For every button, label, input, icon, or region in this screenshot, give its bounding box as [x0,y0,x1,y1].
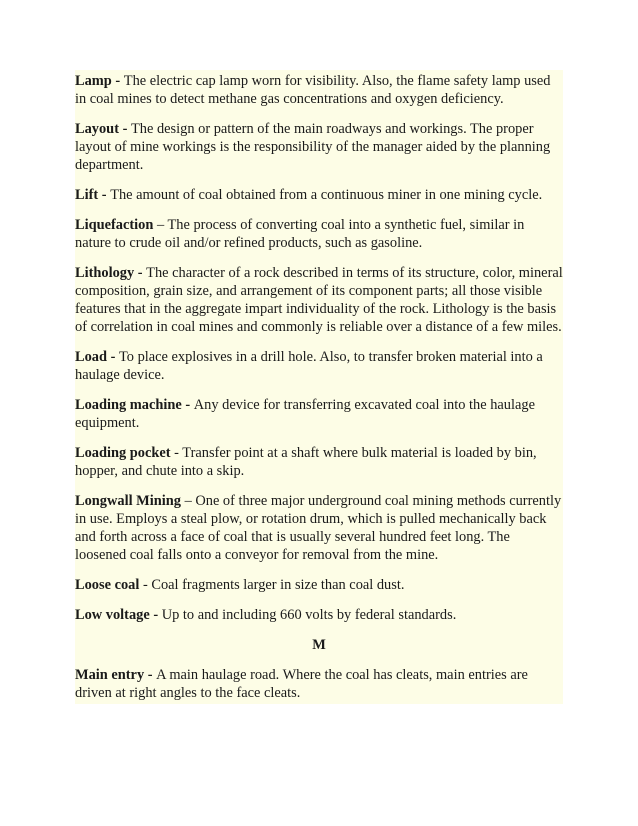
glossary-entry-main-entry [75,666,563,702]
term-separator: - [170,445,183,461]
term-separator: – [153,217,168,233]
glossary-term: Lamp [75,73,112,89]
glossary-definition: The process of converting coal into a synthetic fuel, similar in nature to crude oil and/or refined products, such as gasoline. [75,217,525,251]
glossary-term: Lift [75,187,99,203]
glossary-entry-lamp [75,72,563,108]
glossary-definition: The character of a rock described in terms of its structure, color, mineral composition, grain size, and arrangement of its component parts; all those visible features that in the aggregate impart individuality of the rock. Lithology is the basis of correlation in coal mines and commonly is reliable over a distance of a few miles. [75,265,563,335]
glossary-definition: Transfer point at a shaft where bulk material is loaded by bin, hopper, and chute into a skip. [75,445,537,479]
term-separator: - [139,577,152,593]
glossary-term: Layout [75,121,119,137]
glossary-definition: Any device for transferring excavated coal into the haulage equipment. [75,397,535,431]
glossary-entry-loose-coal [75,576,563,594]
glossary-entry-loading-pocket [75,444,563,480]
glossary-definition: The amount of coal obtained from a continuous miner in one mining cycle. [110,187,543,203]
glossary-definition: The electric cap lamp worn for visibility. Also, the flame safety lamp used in coal mines to detect methane gas concentrations and oxygen deficiency. [75,73,551,107]
glossary-entry-lithology [75,264,563,336]
glossary-entry-lift [75,186,563,204]
glossary-entry-longwall-mining [75,492,563,564]
glossary-term: Loading pocket [75,445,171,461]
section-letter-heading: M [312,637,326,653]
glossary-definition: Up to and including 660 volts by federal standards. [161,607,457,623]
glossary-entry-loading-machine [75,396,563,432]
glossary-term: Longwall Mining [75,493,181,509]
glossary-term: Main entry [75,667,145,683]
glossary-entry-load [75,348,563,384]
glossary-term: Lithology [75,265,135,281]
glossary-definition: The design or pattern of the main roadways and workings. The proper layout of mine workings is the responsibility of the manager aided by the planning department. [75,121,551,173]
term-separator: - [144,667,157,683]
glossary-term: Load [75,349,107,365]
glossary-entry-low-voltage [75,606,563,624]
glossary-entry-liquefaction [75,216,563,252]
term-separator: - [98,187,111,203]
term-separator: - [134,265,147,281]
glossary-definition: One of three major underground coal mining methods currently in use. Employs a steal plow, or rotation drum, which is pulled mechanically back and forth across a face of coal that is usually several hundred feet long. The loosened coal falls onto a conveyor for removal from the mine. [75,493,562,563]
term-separator: - [111,73,124,89]
term-separator: - [118,121,131,137]
glossary-page [75,70,563,704]
glossary-definition: To place explosives in a drill hole. Also, to transfer broken material into a haulage device. [75,349,543,383]
glossary-entry-layout [75,120,563,174]
glossary-term: Loose coal [75,577,140,593]
term-separator: - [107,349,119,365]
glossary-term: Liquefaction [75,217,154,233]
term-separator: - [149,607,162,623]
term-separator: - [181,397,194,413]
glossary-definition: A main haulage road. Where the coal has cleats, main entries are driven at right angles to the face cleats. [75,667,528,701]
term-separator: – [180,493,196,509]
glossary-definition: Coal fragments larger in size than coal dust. [151,577,405,593]
glossary-term: Low voltage [75,607,150,623]
glossary-term: Loading machine [75,397,182,413]
